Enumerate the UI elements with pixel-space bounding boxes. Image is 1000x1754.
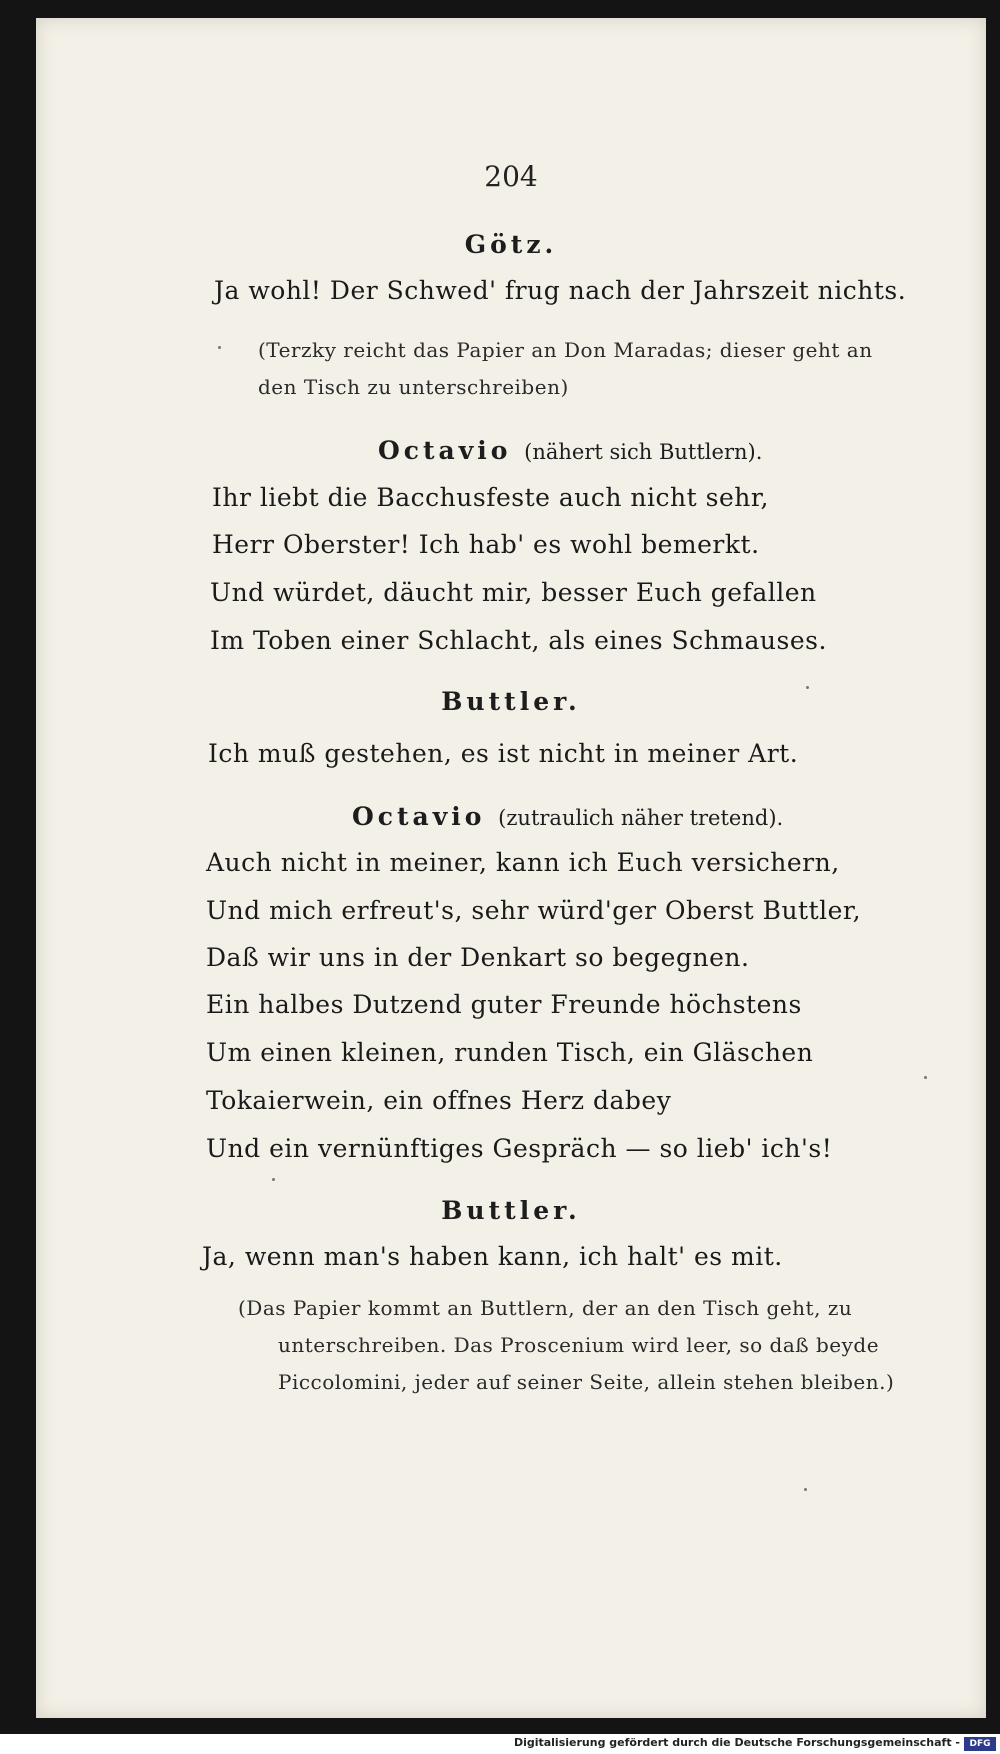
verse-line: Herr Oberster! Ich hab' es wohl bemerkt.: [212, 530, 760, 559]
paper-speck: [806, 686, 809, 689]
verse-line: Auch nicht in meiner, kann ich Euch versichern,: [206, 848, 840, 877]
speaker-name: [352, 802, 952, 831]
book-page: [36, 18, 986, 1718]
speaker-direction: (zutraulich näher tretend).: [498, 806, 784, 830]
footer-credit: Digitalisierung gefördert durch die Deutsche Forschungsgemeinschaft -: [513, 1736, 960, 1749]
speaker-label: Buttler.: [441, 687, 581, 716]
speaker-name: [36, 1196, 986, 1225]
stage-direction: (Das Papier kommt an Buttlern, der an den Tisch geht, zu unterschreiben. Das Proscenium wird leer, so daß beyde Piccolomini, jeder auf seiner Seite, allein stehen bleiben.): [238, 1296, 895, 1394]
paper-speck: [272, 1178, 275, 1181]
verse-line: Ein halbes Dutzend guter Freunde höchstens: [206, 990, 802, 1019]
verse-line: Um einen kleinen, runden Tisch, ein Gläschen: [206, 1038, 814, 1067]
speaker-label: Octavio: [352, 802, 486, 831]
speaker-label: Götz.: [464, 230, 558, 259]
verse-line: Und mich erfreut's, sehr würd'ger Oberst Buttler,: [206, 896, 862, 925]
speaker-name: [36, 687, 986, 716]
speaker-label: Buttler.: [441, 1196, 581, 1225]
speaker-name: [36, 230, 986, 259]
page-number: 204: [484, 160, 538, 193]
paper-speck: [804, 1488, 807, 1491]
verse-line: Ihr liebt die Bacchusfeste auch nicht sehr,: [212, 483, 769, 512]
stage-direction: (Terzky reicht das Papier an Don Maradas; dieser geht an den Tisch zu unterschreiben): [258, 338, 873, 399]
verse-line: Tokaierwein, ein offnes Herz dabey: [206, 1086, 672, 1115]
speaker-name: [378, 436, 878, 465]
dfg-logo: DFG: [964, 1737, 996, 1751]
paper-speck: [924, 1076, 927, 1079]
verse-line: Und würdet, däucht mir, besser Euch gefallen: [210, 578, 817, 607]
verse-line: Im Toben einer Schlacht, als eines Schmauses.: [210, 626, 827, 655]
verse-line: Und ein vernünftiges Gespräch — so lieb' ich's!: [206, 1134, 833, 1163]
verse-line: Daß wir uns in der Denkart so begegnen.: [206, 943, 750, 972]
speaker-direction: (nähert sich Buttlern).: [524, 440, 763, 464]
verse-line: Ja wohl! Der Schwed' frug nach der Jahrszeit nichts.: [214, 276, 907, 305]
speaker-label: Octavio: [378, 436, 512, 465]
verse-line: Ja, wenn man's haben kann, ich halt' es mit.: [202, 1242, 783, 1271]
paper-speck: [218, 346, 221, 349]
verse-line: Ich muß gestehen, es ist nicht in meiner Art.: [208, 739, 799, 768]
